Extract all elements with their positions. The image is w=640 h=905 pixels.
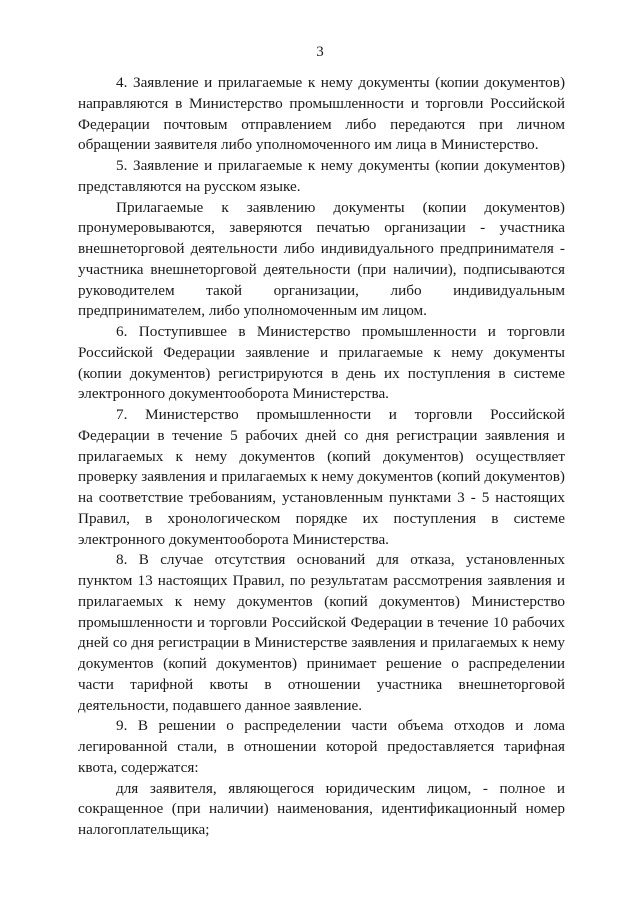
paragraph-4: 4. Заявление и прилагаемые к нему документы (копии документов) направляются в Министерство промышленности и торговли Российской Федерации почтовым отправлением либо передаются при личном обращении заявителя либо уполномоченного им лица в Министерство. [78, 74, 565, 154]
paragraph-9: 9. В решении о распределении части объема отходов и лома легированной стали, в отношении которой предоставляется тарифная квота, содержатся: [78, 717, 565, 776]
paragraph-5: 5. Заявление и прилагаемые к нему документы (копии документов) представляются на русском языке. [78, 157, 565, 195]
paragraph-9-legal-entity: для заявителя, являющегося юридическим лицом, - полное и сокращенное (при наличии) наименования, идентификационный номер налогоплательщика; [78, 779, 565, 838]
paragraph-8: 8. В случае отсутствия оснований для отказа, установленных пунктом 13 настоящих Правил, по результатам рассмотрения заявления и прилагаемых к нему документов (копий документов) Министерство промышленности и торговли Российской Федерации в течение 10 рабочих дней со дня регистрации в Министерстве заявления и прилагаемых к нему документов (копий документов) принимает решение о распределении части тарифной квоты в отношении участника внешнеторговой деятельности, подавшего данное заявление. [78, 551, 565, 714]
page-number: 3 [316, 44, 324, 60]
document-body [78, 73, 565, 841]
paragraph-6: 6. Поступившее в Министерство промышленности и торговли Российской Федерации заявление и прилагаемые к нему документы (копии документов) регистрируются в день их поступления в системе электронного документооборота Министерства. [78, 323, 565, 403]
paragraph-7: 7. Министерство промышленности и торговли Российской Федерации в течение 5 рабочих дней со дня регистрации заявления и прилагаемых к нему документов (копий документов) осуществляет проверку заявления и прилагаемых к нему документов (копий документов) на соответствие требованиям, установленным пунктами 3 - 5 настоящих Правил, в хронологическом порядке их поступления в системе электронного документооборота Министерства. [78, 406, 565, 548]
paragraph-5-attachments: Прилагаемые к заявлению документы (копии документов) пронумеровываются, заверяются печатью организации - участника внешнеторговой деятельности либо индивидуального предпринимателя - участника внешнеторговой деятельности (при наличии), подписываются руководителем такой организации, либо индивидуальным предпринимателем, либо уполномоченным им лицом. [78, 198, 565, 320]
